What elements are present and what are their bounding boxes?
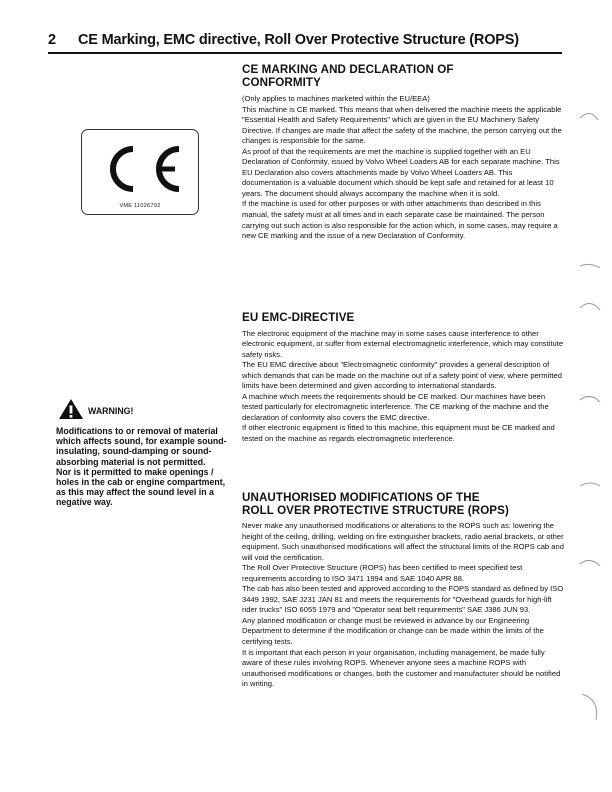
- paragraph: It is important that each person in your organisation, including management, be made fully aware of these rules involving ROPS. Whenever anyone sees a machine ROPS with unauthorised modifications or changes, both the customer and manufacturer should be notified in writing.: [242, 647, 561, 689]
- page-title: CE Marking, EMC directive, Roll Over Protective Structure (ROPS): [78, 32, 519, 48]
- paragraph: The EU EMC directive about "Electromagnetic conformity" provides a general description of which demands that can be made on the machine out of a safety point of view, where permitted limits have been determined and given according to international standards.: [242, 360, 562, 391]
- paragraph: Never make any unauthorised modifications or alterations to the ROPS such as: lowering the height of the ceiling, drilling, welding on fire extinguisher brackets, radio aerial brackets, or other equipment. Such unauthorised modifications will affect the structural limits of the ROPS cab and will void the certification.: [242, 521, 564, 562]
- paragraph: (Only applies to machines marketed within the EU/EEA): [242, 94, 430, 103]
- paragraph: The electronic equipment of the machine may in some cases cause interference to other electronic equipment, or suffer from external electromagnetic interference, which may constitute safety risks.: [242, 328, 564, 359]
- ce-image-code: VME 11026792: [119, 203, 161, 209]
- heading-line: CONFORMITY: [242, 75, 321, 89]
- paragraph: The cab has also been tested and approved according to the FOPS standard as defined by ISO 3449 1992, SAE J231 JAN 81 and meets the requirements for "Overhead guards for high-lift rider trucks" ISO 6055 1979 and "Operator seat belt requirements" SAE J386 JUN 93.: [242, 584, 564, 615]
- paragraph: A machine which meets the requirements should be CE marked. Our machines have been tested particularly for electromagnetic interference. The CE marking of the machine and the declaration of conformity also covers the EMC directive.: [242, 391, 549, 422]
- punch-hole-mark-icon: [578, 690, 602, 724]
- page-header: [48, 32, 562, 54]
- punch-hole-mark-icon: [578, 298, 602, 328]
- paragraph: If the machine is used for other purposes or with other attachments than described in this manual, the safety must at all times and in each separate case be maintained. The person carrying out such action is also responsible for the action which, in some cases, may require a new CE marking and the issue of a new Declaration of Conformity.: [242, 199, 558, 241]
- punch-hole-mark-icon: [578, 478, 602, 498]
- warning-icon: [58, 398, 84, 420]
- warning-paragraph: Nor is it permitted to make openings / holes in the cab or engine compartment, as this may affect the sound level in a negative way.: [56, 466, 226, 508]
- warning-box: [56, 398, 234, 508]
- page-number: 2: [48, 32, 56, 48]
- punch-hole-mark-icon: [578, 392, 602, 412]
- heading-line: UNAUTHORISED MODIFICATIONS OF THE: [242, 491, 480, 504]
- punch-hole-mark-icon: [578, 556, 602, 576]
- heading-line: CE MARKING AND DECLARATION OF: [242, 63, 454, 76]
- section-heading: EU EMC-DIRECTIVE: [242, 311, 355, 324]
- paragraph: Any planned modification or change must be reviewed in advance by our Engineering Department to determine if the modification or change can be made within the limits of the certifying tests.: [242, 615, 544, 647]
- section-emc-directive: [242, 312, 564, 445]
- heading-line: ROLL OVER PROTECTIVE STRUCTURE (ROPS): [242, 503, 509, 517]
- paragraph: As proof of that the requirements are met the machine is supplied together with an EU Declaration of Conformity, issued by Volvo Wheel Loaders AB for each separate machine. This EU Declaration also covers attachments made by Volvo Wheel Loaders AB. This documentation is a valuable document which should be kept safe and retained for at least 10 years. The document should always accompany the machine when it is sold.: [242, 146, 560, 198]
- ce-logo-icon: [95, 141, 185, 197]
- section-ce-marking: [242, 64, 564, 242]
- section-heading: [242, 64, 564, 89]
- paragraph: If other electronic equipment is fitted to this machine, this equipment must be CE marked and tested on the machine as regards electromagnetic interference.: [242, 423, 555, 443]
- paragraph: This machine is CE marked. This means that when delivered the machine meets the applicable "Essential Health and Safety Requirements" which are given in the EU Machinery Safety Directive. If changes are made that affect the safety of the machine, the person carrying out the changes is responsible for the same.: [242, 104, 562, 146]
- punch-hole-mark-icon: [578, 110, 602, 140]
- warning-paragraph: Modifications to or removal of material which affects sound, for example sound-insulating, sound-damping or sound-absorbing material is not permitted.: [56, 426, 227, 467]
- section-rops: [242, 492, 564, 690]
- punch-hole-mark-icon: [578, 260, 602, 280]
- paragraph: The Roll Over Protective Structure (ROPS) has been certified to meet specified test requirements according to ISO 3471 1994 and SAE 1040 APR 88.: [242, 563, 523, 583]
- ce-marking-image: [81, 129, 199, 215]
- warning-title: WARNING!: [88, 406, 134, 416]
- section-heading: [242, 492, 564, 517]
- warning-text: [56, 426, 234, 508]
